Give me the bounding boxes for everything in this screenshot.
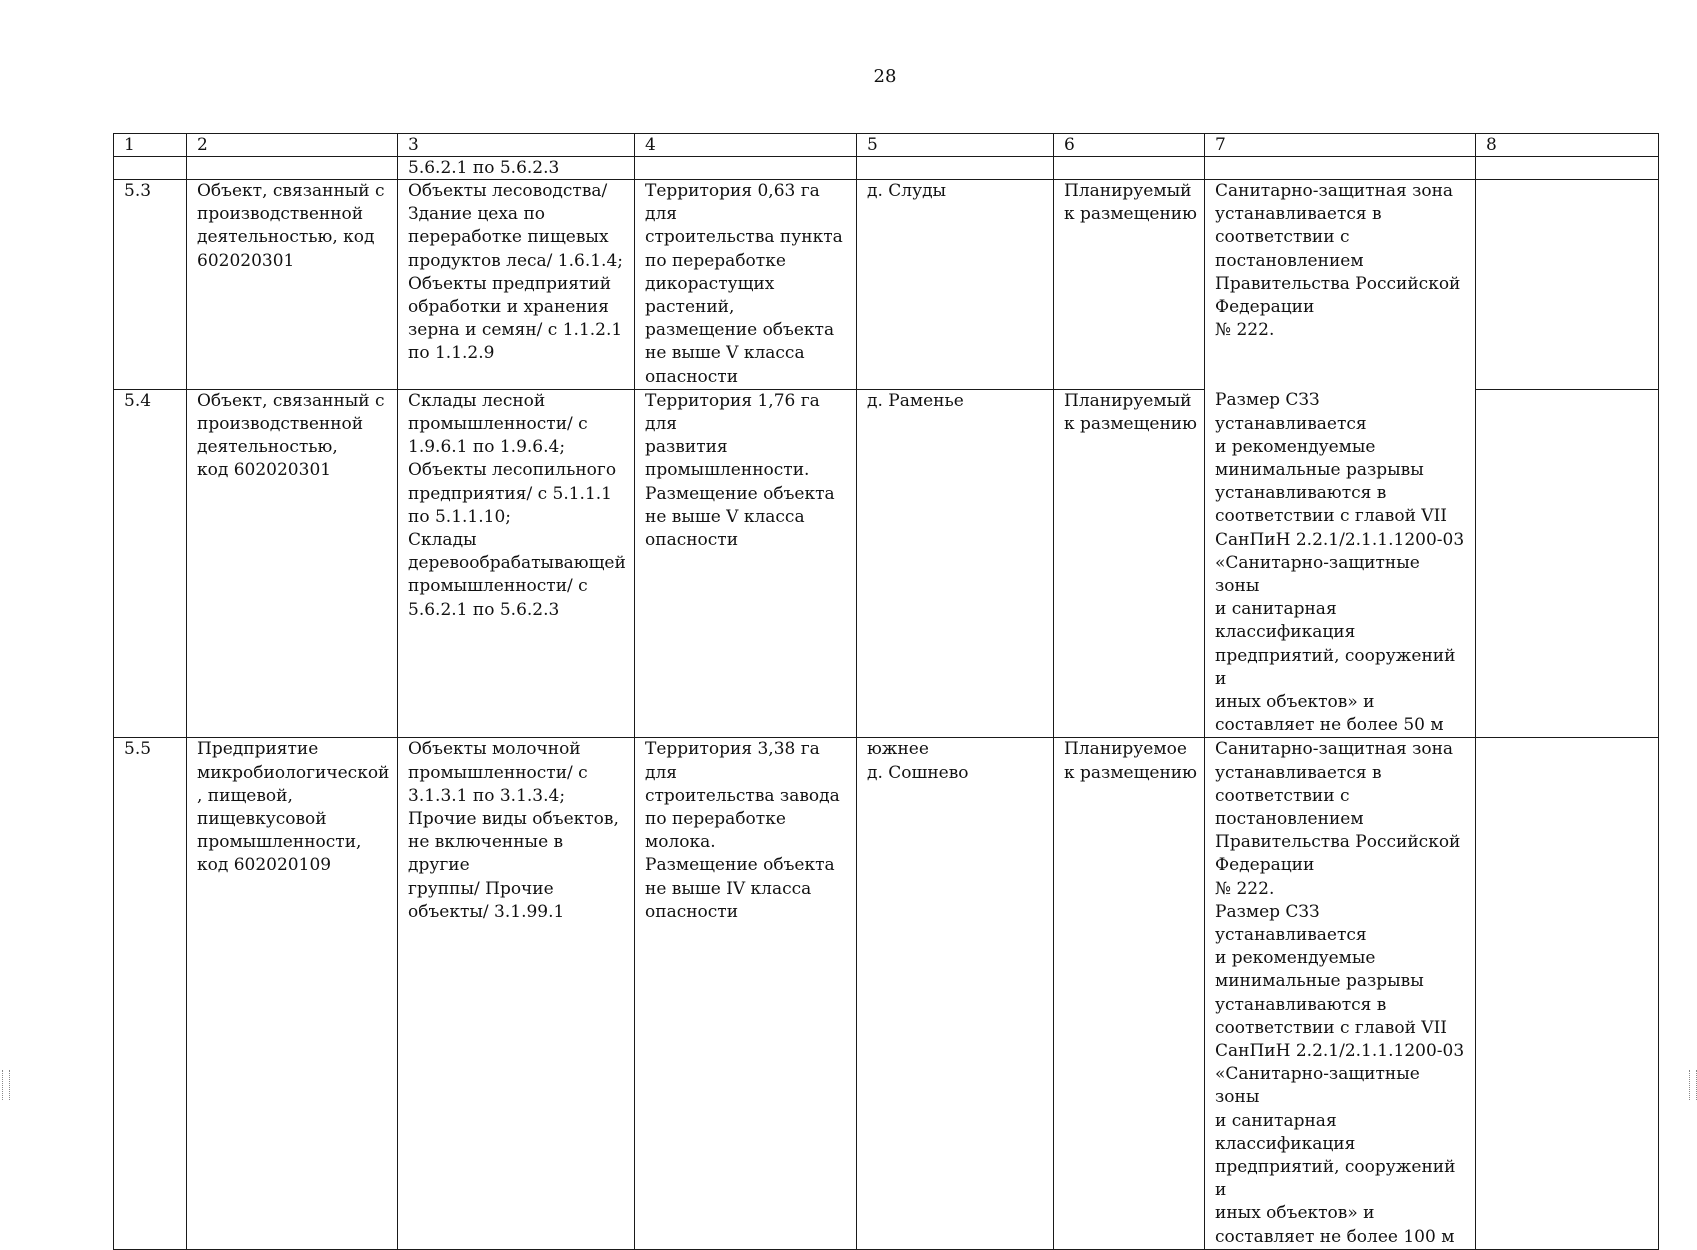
sanitary-zone-size-text: Размер СЗЗ устанавливается и рекомендуемые минимальные разрывы устанавливаются в соответствии с главой VII СанПиН 2.2.1/2.1.1.1200-03 «Санитарно-защитные зоны и санитарная классификация предприятий, сооружений и иных объектов» и составляет не более 50 м bbox=[1205, 389, 1476, 738]
col-header-7: 7 bbox=[1205, 134, 1476, 157]
cell bbox=[114, 157, 187, 180]
planning-table bbox=[113, 133, 1659, 1250]
row-number: 5.5 bbox=[114, 738, 187, 1249]
territory-description: Территория 1,76 га для развития промышленности. Размещение объекта не выше V класса опасности bbox=[635, 389, 857, 738]
cell bbox=[187, 157, 398, 180]
col-header-1: 1 bbox=[114, 134, 187, 157]
cell bbox=[635, 157, 857, 180]
cell bbox=[1205, 157, 1476, 180]
location: д. Раменье bbox=[857, 389, 1054, 738]
col-header-2: 2 bbox=[187, 134, 398, 157]
territory-description: Территория 0,63 га для строительства пункта по переработке дикорастущих растений, размещение объекта не выше V класса опасности bbox=[635, 180, 857, 390]
status: Планируемое к размещению bbox=[1054, 738, 1205, 1249]
cell bbox=[857, 157, 1054, 180]
scan-margin-mark bbox=[2, 1070, 10, 1100]
status: Планируемый к размещению bbox=[1054, 389, 1205, 738]
cell bbox=[1476, 157, 1659, 180]
col-header-3: 3 bbox=[398, 134, 635, 157]
table-row bbox=[114, 389, 1659, 738]
continuation-objects: 5.6.2.1 по 5.6.2.3 bbox=[398, 157, 635, 180]
row-number: 5.4 bbox=[114, 389, 187, 738]
object-types: Объекты лесоводства/ Здание цеха по переработке пищевых продуктов леса/ 1.6.1.4; Объекты предприятий обработки и хранения зерна и семян/ с 1.1.2.1 по 1.1.2.9 bbox=[398, 180, 635, 390]
cell bbox=[1054, 157, 1205, 180]
object-types: Объекты молочной промышленности/ с 3.1.3.1 по 3.1.3.4; Прочие виды объектов, не включенные в другие группы/ Прочие объекты/ 3.1.99.1 bbox=[398, 738, 635, 1249]
territory-description: Территория 3,38 га для строительства завода по переработке молока. Размещение объекта не выше IV класса опасности bbox=[635, 738, 857, 1249]
col-header-6: 6 bbox=[1054, 134, 1205, 157]
col-header-8: 8 bbox=[1476, 134, 1659, 157]
object-name: Объект, связанный с производственной деятельностью, код 602020301 bbox=[187, 389, 398, 738]
col-header-4: 4 bbox=[635, 134, 857, 157]
note-cell bbox=[1476, 738, 1659, 1249]
sanitary-zone-text: Санитарно-защитная зона устанавливается в соответствии с постановлением Правительства Российской Федерации № 222. Размер СЗЗ устанавливается и рекомендуемые минимальные разрывы устанавливаются в соответствии с главой VII СанПиН 2.2.1/2.1.1.1200-03 «Санитарно-защитные зоны и санитарная классификация предприятий, сооружений и иных объектов» и составляет не более 100 м bbox=[1205, 738, 1476, 1249]
continuation-row bbox=[114, 157, 1659, 180]
col-header-5: 5 bbox=[857, 134, 1054, 157]
page-number: 28 bbox=[873, 66, 897, 87]
sanitary-zone-text: Санитарно-защитная зона устанавливается в соответствии с постановлением Правительства Российской Федерации № 222. bbox=[1205, 180, 1476, 390]
note-cell bbox=[1476, 389, 1659, 738]
table-header-row bbox=[114, 134, 1659, 157]
object-name: Предприятие микробиологической , пищевой, пищевкусовой промышленности, код 602020109 bbox=[187, 738, 398, 1249]
location: южнее д. Сошнево bbox=[857, 738, 1054, 1249]
row-number: 5.3 bbox=[114, 180, 187, 390]
object-types: Склады лесной промышленности/ с 1.9.6.1 по 1.9.6.4; Объекты лесопильного предприятия/ с 5.1.1.1 по 5.1.1.10; Склады деревообрабатывающей промышленности/ с 5.6.2.1 по 5.6.2.3 bbox=[398, 389, 635, 738]
object-name: Объект, связанный с производственной деятельностью, код 602020301 bbox=[187, 180, 398, 390]
status: Планируемый к размещению bbox=[1054, 180, 1205, 390]
scan-margin-mark bbox=[1689, 1070, 1697, 1100]
location: д. Слуды bbox=[857, 180, 1054, 390]
note-cell bbox=[1476, 180, 1659, 390]
table-row bbox=[114, 180, 1659, 390]
table-row bbox=[114, 738, 1659, 1249]
